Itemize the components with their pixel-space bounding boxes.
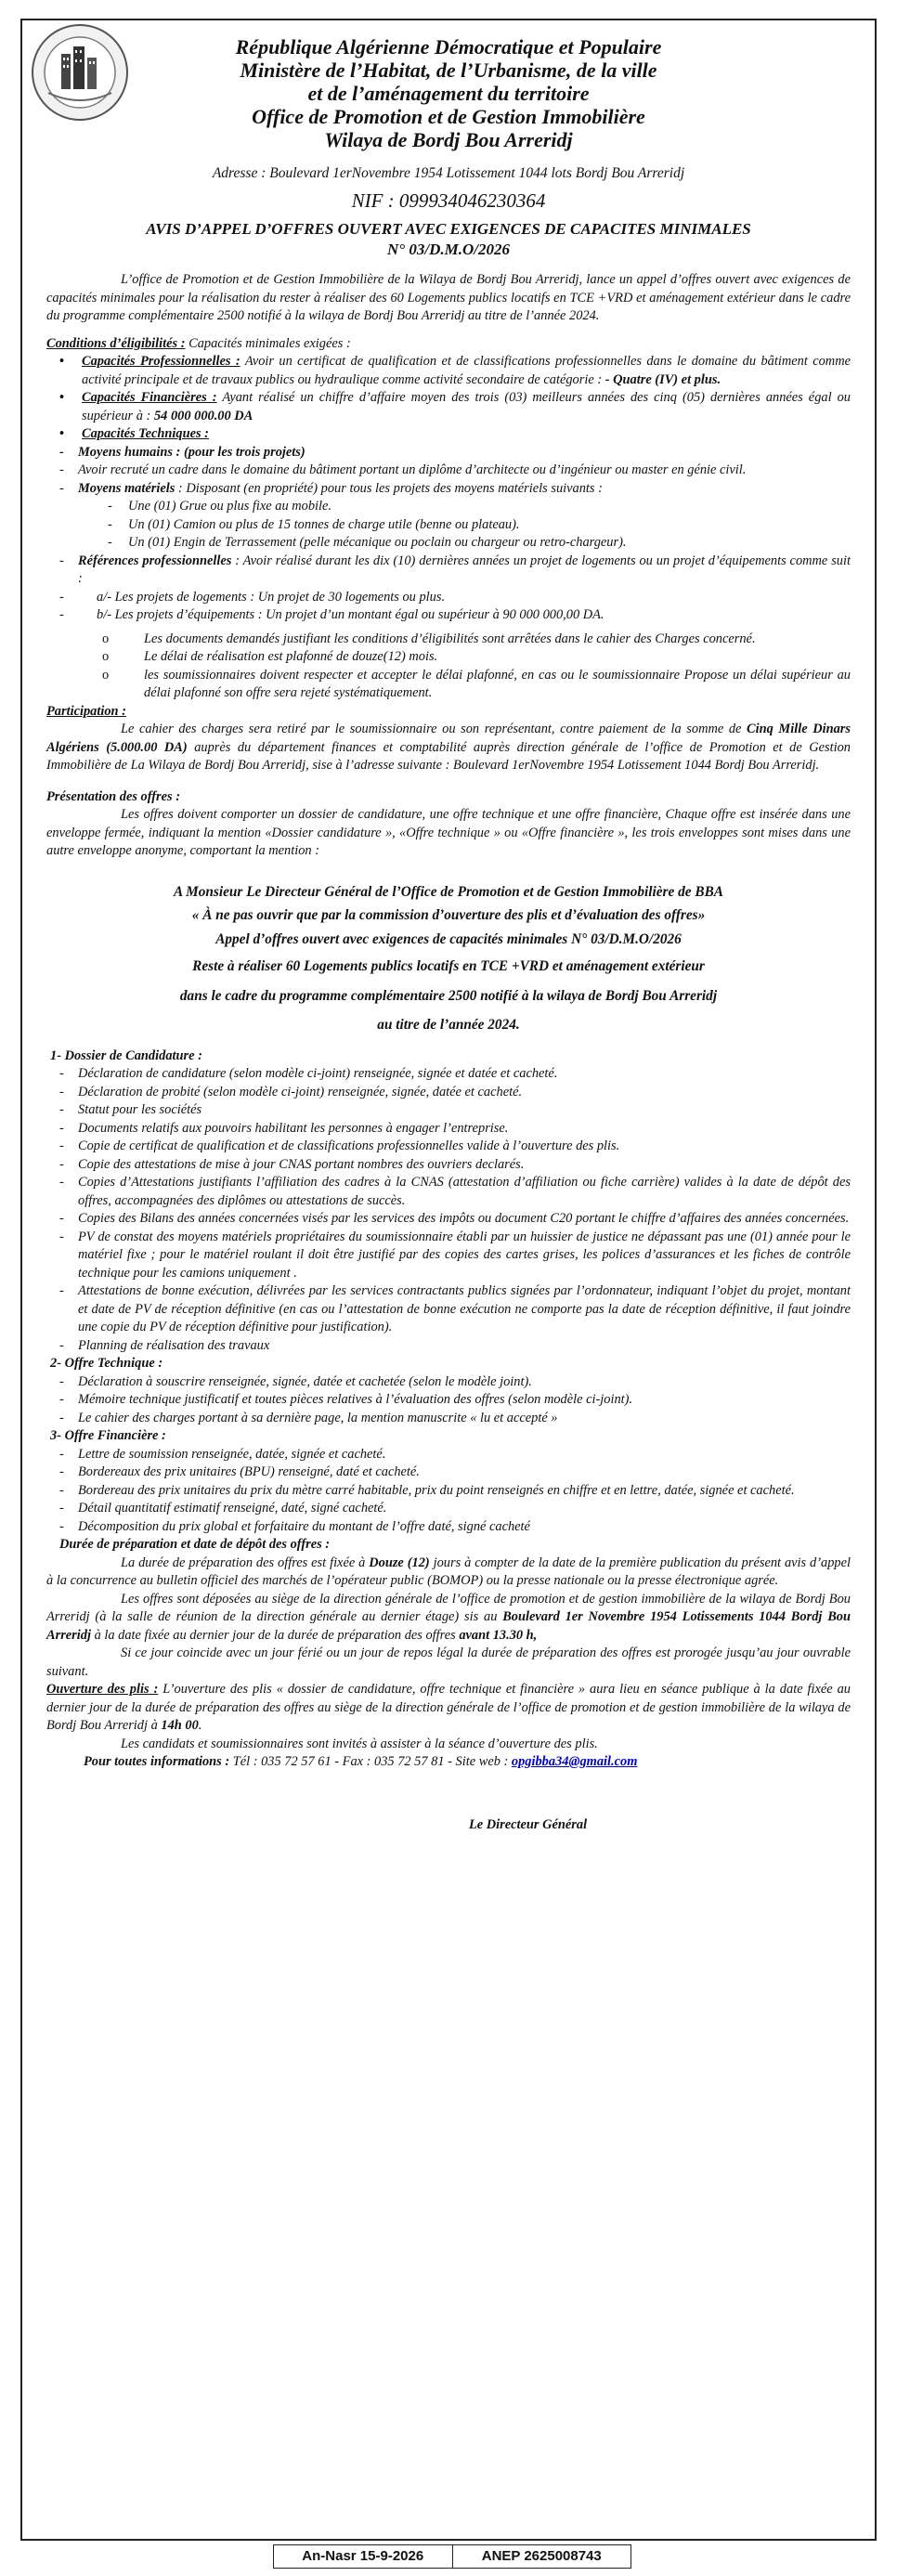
note-soumissionnaires: o les soumissionnaires doivent respecter et accepter le délai plafonné, en cas ou le soumissionnaire Propose un délai supérieur au délai plafonné son offre sera rejeté systématiquement. xyxy=(46,667,851,703)
list-item: - Documents relatifs aux pouvoirs habilitant les personnes à engager l’entreprise. xyxy=(46,1120,851,1138)
list-item: - Copies d’Attestations justifiants l’affiliation des cadres à la CNAS (attestation d’affiliation ou fiche carrière) valides à la date de dépôt des offres, accompagnées des diplômes ou attestations de succès. xyxy=(46,1174,851,1210)
envelope-line-4: Reste à réaliser 60 Logements publics locatifs en TCE +VRD et aménagement extérieur xyxy=(192,958,705,974)
office-name: Office de Promotion et de Gestion Immobilière xyxy=(252,105,645,128)
signature: Le Directeur Général xyxy=(469,1816,588,1832)
contact-line: Pour toutes informations : Tél : 035 72 57 61 - Fax : 035 72 57 81 - Site web : opgibba34@gmail.com xyxy=(84,1754,638,1769)
ouverture-invite: Les candidats et soumissionnaires sont invités à assister à la séance d’ouverture des plis. xyxy=(121,1736,598,1751)
nif: NIF : 099934046230364 xyxy=(351,189,546,212)
notice-frame xyxy=(20,19,877,2541)
reference-logements: - a/- Les projets de logements : Un projet de 30 logements ou plus. xyxy=(46,589,851,607)
capacites-techniques: • Capacités Techniques : xyxy=(46,425,851,444)
recrutement-cadre: - Avoir recruté un cadre dans le domaine du bâtiment portant un diplôme d’architecte ou d’ingénieur ou master en génie civil. xyxy=(46,462,851,480)
envelope-line-5: dans le cadre du programme complémentaire 2500 notifié à la wilaya de Bordj Bou Arreridj xyxy=(179,987,718,1004)
note-documents: o Les documents demandés justifiant les conditions d’éligibilités sont arrêtées dans le cahier des Charges concerné. xyxy=(46,631,851,649)
list-item: - Le cahier des charges portant à sa dernière page, la mention manuscrite « lu et accepté » xyxy=(46,1410,851,1428)
notice-number: N° 03/D.M.O/2026 xyxy=(387,241,510,258)
financiere-heading: 3- Offre Financière : xyxy=(50,1428,166,1443)
list-item: - Décomposition du prix global et forfaitaire du montant de l’offre daté, signé cacheté xyxy=(46,1518,851,1537)
address: Adresse : Boulevard 1erNovembre 1954 Lotissement 1044 lots Bordj Bou Arreridj xyxy=(212,165,685,181)
moyens-humains: - Moyens humains : (pour les trois projets) xyxy=(46,444,851,462)
references-professionnelles: - Références professionnelles : Avoir réalisé durant les dix (10) dernières années un projet de logements ou un projet d’équipements comme suit : xyxy=(46,553,851,589)
moyens-materiels: - Moyens matériels : Disposant (en propriété) pour tous les projets des moyens matériels suivants : xyxy=(46,480,851,499)
materiel-camion: - Un (01) Camion ou plus de 15 tonnes de charge utile (benne ou plateau). xyxy=(46,516,851,535)
materiel-grue: - Une (01) Grue ou plus fixe au mobile. xyxy=(46,498,851,516)
materiel-engin: - Un (01) Engin de Terrassement (pelle mécanique ou poclain ou chargeur ou retro-chargeur). xyxy=(46,534,851,553)
technique-list xyxy=(46,1373,851,1428)
wilaya-name: Wilaya de Bordj Bou Arreridj xyxy=(324,128,573,151)
ministry-line-2: et de l’aménagement du territoire xyxy=(307,82,590,105)
list-item: - Attestations de bonne exécution, délivrées par les services contractants publics signées par l’ordonnateur, indiquant l’objet du projet, montant et date de PV de réception définitive (en cas ou l’attestation de bonne exécution ne comporte pas la date de réception définitive, il faut joindre une copie du PV de réception définitive pour justification). xyxy=(46,1282,851,1337)
financiere-list xyxy=(46,1446,851,1537)
participation-paragraph: Le cahier des charges sera retiré par le soumissionnaire ou son représentant, contre paiement de la somme de Cinq Mille Dinars Algériens (5.000.00 DA) auprès du département finances et comptabilité auprès direction générale de l’office de Promotion et de Gestion Immobilière de La Wilaya de Bordj Bou Arreridj, sise à l’adresse suivante : Boulevard 1erNovembre 1954 Lotissement 1044 Bordj Bou Arreridj. xyxy=(46,722,851,773)
duree-heading: Durée de préparation et date de dépôt des offres : xyxy=(59,1537,331,1552)
list-item: - Déclaration de probité (selon modèle ci-joint) renseignée, signée, datée et cacheté. xyxy=(46,1084,851,1102)
capacites-financieres: • Capacités Financières : Ayant réalisé un chiffre d’affaire moyen des trois (03) meilleurs années des cinq (05) dernières années égal ou supérieur à : 54 000 000.00 DA xyxy=(46,389,851,425)
ouverture-paragraph: Ouverture des plis : L’ouverture des plis « dossier de candidature, offre technique et financière » aura lieu en séance publique à la date fixée au dernier jour de la durée de préparation des offres au siège de la direction générale de l’office de promotion et de gestion immobilière de la wilaya de Bordj Bou Arreridj à 14h 00. xyxy=(46,1682,851,1733)
list-item: - Mémoire technique justificatif et toutes pièces relatives à l’évaluation des offres (selon modèle ci-joint). xyxy=(46,1391,851,1410)
list-item: - Détail quantitatif estimatif renseigné, daté, signé cacheté. xyxy=(46,1500,851,1518)
intro-paragraph: L’office de Promotion et de Gestion Immobilière de la Wilaya de Bordj Bou Arreridj, lance un appel d’offres ouvert avec exigences de capacités minimales pour la réalisation du rester à réaliser des 60 Logements publics locatifs en TCE +VRD et aménagement extérieur dans le cadre du programme complémentaire 2500 notifié à la wilaya de Bordj Bou Arreridj au titre de l’année 2024. xyxy=(46,272,851,323)
list-item: - Copie de certificat de qualification et de classifications professionnelles valide à l’ouverture des plis. xyxy=(46,1138,851,1156)
ministry-line-1: Ministère de l’Habitat, de l’Urbanisme, de la ville xyxy=(240,59,657,82)
dossier-list xyxy=(46,1065,851,1355)
envelope-line-1: A Monsieur Le Directeur Général de l’Office de Promotion et de Gestion Immobilière de BBA xyxy=(173,883,723,900)
list-item: - Copie des attestations de mise à jour CNAS portant nombres des ouvriers declarés. xyxy=(46,1156,851,1175)
republic-title: République Algérienne Démocratique et Populaire xyxy=(235,35,662,59)
duree-paragraph-1: La durée de préparation des offres est fixée à Douze (12) jours à compter de la date de la première publication du présent avis d’appel à la concurrence au bulletin officiel des marchés de l’opérateur public (BOMOP) ou la presse nationale ou la presse électronique agrée. xyxy=(46,1555,851,1588)
publication-footer xyxy=(273,2544,631,2569)
capacites-professionnelles: • Capacités Professionnelles : Avoir un certificat de qualification et de classifications professionnelles dans le domaine du bâtiment comme activité principale et de travaux publics ou hydraulique comme activité secondaire de catégorie : - Quatre (IV) et plus. xyxy=(46,353,851,389)
conditions-heading: Conditions d’éligibilités : Capacités minimales exigées : xyxy=(46,335,351,351)
list-item: - Planning de réalisation des travaux xyxy=(46,1337,851,1356)
duree-paragraph-2: Les offres sont déposées au siège de la direction générale de l’office de promotion et de gestion immobilière de la wilaya de Bordj Bou Arreridj (à la salle de réunion de la direction générale au dernier étage) sis au Boulevard 1er Novembre 1954 Lotissements 1044 Bordj Bou Arreridj à la date fixée au dernier jour de la durée de préparation des offres avant 13.30 h, xyxy=(46,1591,851,1643)
list-item: - PV de constat des moyens matériels propriétaires du soumissionnaire établi par un huissier de justice ne dépassant pas une (01) année pour le matériel fixe ; pour le matériel roulant il doit être justifié par des copies des cartes grises, les polices d’assurances et les fiches de contrôle technique pour les camions uniquement . xyxy=(46,1229,851,1283)
notice-title xyxy=(46,219,851,260)
letterhead xyxy=(46,35,851,151)
list-item: - Déclaration de candidature (selon modèle ci-joint) renseignée, signée et datée et cacheté. xyxy=(46,1065,851,1084)
notice-title-line: AVIS D’APPEL D’OFFRES OUVERT AVEC EXIGENCES DE CAPACITES MINIMALES xyxy=(146,220,751,238)
contact-email-link[interactable]: opgibba34@gmail.com xyxy=(511,1754,638,1769)
note-delai: o Le délai de réalisation est plafonné de douze(12) mois. xyxy=(46,648,851,667)
dossier-heading: 1- Dossier de Candidature : xyxy=(50,1047,202,1063)
list-item: - Bordereaux des prix unitaires (BPU) renseigné, daté et cacheté. xyxy=(46,1464,851,1482)
list-item: - Copies des Bilans des années concernées visés par les services des impôts ou document C20 portant le chiffre d’affaires des années concernées. xyxy=(46,1210,851,1229)
presentation-paragraph: Les offres doivent comporter un dossier de candidature, une offre technique et une offre financière, Chaque offre est insérée dans une enveloppe fermée, indiquant la mention «Dossier candidature », «Offre technique » ou «Offre financière », les trois enveloppes sont mises dans une autre enveloppe anonyme, comportant la mention : xyxy=(46,807,851,858)
list-item: - Bordereau des prix unitaires du prix du mètre carré habitable, prix du point renseignés en chiffre et en lettre, datée, signée et cacheté. xyxy=(46,1482,851,1501)
duree-paragraph-3: Si ce jour coincide avec un jour férié ou un jour de repos légal la durée de préparation des offres est prorogée jusqu’au jour ouvrable suivant. xyxy=(46,1646,851,1679)
envelope-line-3: Appel d’offres ouvert avec exigences de capacités minimales N° 03/D.M.O/2026 xyxy=(215,930,682,947)
envelope-line-6: au titre de l’année 2024. xyxy=(377,1017,520,1033)
presentation-heading: Présentation des offres : xyxy=(46,788,181,804)
technique-heading: 2- Offre Technique : xyxy=(50,1356,163,1371)
anep-reference: ANEP 2625008743 xyxy=(452,2545,631,2568)
list-item: - Statut pour les sociétés xyxy=(46,1101,851,1120)
participation-heading: Participation : xyxy=(46,703,126,719)
list-item: - Lettre de soumission renseignée, datée, signée et cacheté. xyxy=(46,1446,851,1464)
envelope-line-2: « À ne pas ouvrir que par la commission d’ouverture des plis et d’évaluation des offres» xyxy=(191,907,706,923)
reference-equipements: - b/- Les projets d’équipements : Un projet d’un montant égal ou supérieur à 90 000 000,00 DA. xyxy=(46,606,851,625)
newspaper-reference: An-Nasr 15-9-2026 xyxy=(302,2548,424,2564)
list-item: - Déclaration à souscrire renseignée, signée, datée et cachetée (selon le modèle joint). xyxy=(46,1373,851,1392)
